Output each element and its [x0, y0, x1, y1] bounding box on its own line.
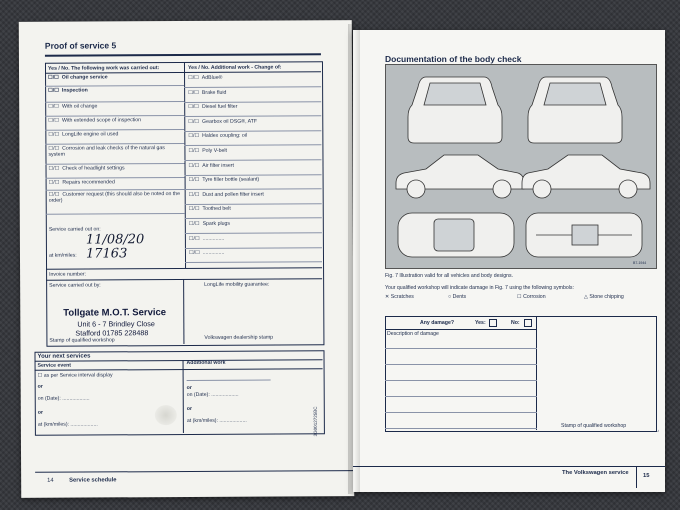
- additional-item-row[interactable]: [188, 162, 233, 168]
- yes-no-checkbox[interactable]: ☐/☐: [188, 191, 200, 198]
- footer-divider: [636, 466, 637, 488]
- at-km-field-2[interactable]: at (km/miles): ...................: [186, 417, 247, 425]
- additional-item-label: Dust and pollen filter insert: [202, 191, 264, 198]
- yes-no-checkbox[interactable]: ☐/☐: [188, 235, 200, 242]
- corner-mark: ⌟: [657, 427, 660, 432]
- work-item-label: Check of headlight settings: [62, 165, 125, 172]
- damage-line: [385, 348, 537, 349]
- right-page: [353, 30, 665, 492]
- additional-item-label: ...............: [202, 249, 225, 257]
- book-spine: [348, 24, 360, 494]
- additional-work-label: Additional work: [186, 359, 226, 367]
- service-on-label: Service carried out on:: [48, 226, 101, 233]
- service-date-handwritten: 11/08/20: [85, 232, 145, 248]
- figure-caption: Fig. 7 Illustration valid for all vehicles and body designs.: [385, 273, 514, 279]
- yes-no-checkbox[interactable]: ☐/☐: [188, 89, 199, 96]
- yes-no-checkbox[interactable]: ☐/☐: [188, 162, 200, 169]
- vw-stamp-label: Volkswagen dealership stamp: [204, 334, 274, 341]
- row-rule: [385, 329, 537, 330]
- additional-item-label: AdBlue®: [201, 74, 223, 81]
- next-services-title: Your next services: [37, 353, 91, 360]
- additional-item-row[interactable]: [188, 133, 247, 139]
- symbol-dents: ○ Dents: [448, 294, 467, 300]
- yes-no-checkbox[interactable]: ☐/☐: [188, 133, 200, 140]
- yes-no-checkbox[interactable]: ☐/☐: [188, 206, 200, 213]
- additional-item-label: Spark plugs: [202, 220, 230, 227]
- service-event-label: Service event: [37, 362, 72, 369]
- additional-item-label: ...............: [202, 235, 225, 242]
- footer-rule: [353, 466, 665, 467]
- additional-item-row[interactable]: [189, 221, 230, 227]
- description-label: Description of damage: [387, 331, 439, 337]
- symbol-scratches: ✕ Scratches: [385, 294, 414, 300]
- yes-no-checkbox[interactable]: ☐/☐: [48, 191, 60, 198]
- additional-item-label: Brake fluid: [201, 89, 227, 96]
- additional-item-label: Diesel fuel filter: [201, 103, 238, 111]
- right-stamp-label: Stamp of qualified workshop: [561, 423, 627, 429]
- work-item-row[interactable]: [49, 179, 183, 186]
- work-item-label: With extended scope of inspection: [62, 117, 142, 124]
- or-label: or: [37, 409, 44, 416]
- yes-no-checkbox[interactable]: ☐/☐: [48, 117, 60, 124]
- work-item-row[interactable]: [49, 165, 183, 172]
- additional-item-label: Gearbox oil DSG®, ATF: [202, 118, 258, 125]
- work-item-label: Customer request (this should also be noted on the order): [48, 191, 181, 204]
- yes-no-checkbox[interactable]: ☐/☐: [188, 177, 200, 184]
- page-title: Documentation of the body check: [385, 54, 522, 64]
- work-item-label: LongLife engine oil used: [62, 131, 119, 138]
- additional-item-row[interactable]: [188, 118, 257, 124]
- on-date-field[interactable]: on (Date): ...................: [37, 395, 90, 402]
- any-damage-label: Any damage?: [420, 320, 455, 326]
- at-km-label: at km/miles:: [48, 252, 77, 259]
- additional-item-row[interactable]: [188, 89, 226, 95]
- or-label: or: [186, 405, 192, 413]
- figure-id: B7-1944: [633, 261, 647, 265]
- yes-no-checkbox[interactable]: ☐/☐: [48, 165, 60, 172]
- stamp-line-3: Stafford 01785 228488: [75, 328, 149, 338]
- longlife-label: LongLife mobility guarantee:: [204, 281, 270, 288]
- footer-title: Service schedule: [69, 477, 117, 484]
- yes-no-checkbox[interactable]: ☐/☐: [188, 118, 200, 125]
- yes-no-checkbox[interactable]: ☐/☐: [48, 103, 59, 110]
- work-item-label: Inspection: [61, 87, 88, 94]
- additional-item-row[interactable]: [189, 206, 231, 212]
- left-page: [19, 20, 354, 498]
- symbol-stone-chipping: △ Stone chipping: [584, 294, 624, 300]
- additional-item-label: Tyre filler bottle (sealant): [202, 176, 260, 184]
- work-item-row[interactable]: [48, 74, 182, 81]
- stamp-line-1: Tollgate M.O.T. Service: [63, 307, 167, 319]
- title-rule: [45, 53, 321, 56]
- symbol-corrosion: ☐ Corrosion: [517, 294, 546, 300]
- yes-no-checkbox[interactable]: ☐/☐: [188, 147, 200, 154]
- damage-line: [385, 380, 537, 381]
- interval-option[interactable]: ☐ as per Service interval display: [37, 372, 113, 379]
- yes-no-checkbox[interactable]: ☐/☐: [188, 74, 199, 81]
- footer-title: The Volkswagen service: [562, 470, 629, 476]
- symbols-intro: Your qualified workshop will indicate damage in Fig. 7 using the following symbols:: [385, 285, 574, 291]
- additional-item-label: Air filter insert: [202, 162, 234, 169]
- footer-page-number: 14: [47, 477, 54, 484]
- or-label: or: [186, 384, 192, 392]
- work-item-row[interactable]: [48, 131, 182, 138]
- work-item-label: Repairs recommended: [62, 179, 115, 186]
- stamp-line-2: Unit 6 - 7 Brindley Close: [77, 319, 155, 329]
- yes-no-checkbox[interactable]: ☐/☐: [188, 250, 200, 257]
- damage-line: [385, 364, 537, 365]
- additional-item-row[interactable]: [188, 75, 222, 81]
- no-checkbox[interactable]: [524, 319, 532, 327]
- additional-item-row[interactable]: [189, 235, 224, 241]
- additional-item-row[interactable]: [188, 148, 227, 154]
- col2-header: Yes / No. Additional work - Change of:: [187, 64, 282, 71]
- work-item-row[interactable]: [48, 103, 182, 110]
- additional-item-row[interactable]: [189, 177, 260, 183]
- yes-no-checkbox[interactable]: ☐/☐: [48, 145, 60, 152]
- body-check-figure: [385, 64, 657, 269]
- km-handwritten: 17163: [85, 246, 128, 262]
- work-item-row[interactable]: [49, 191, 183, 204]
- car-diagram-svg: [386, 65, 656, 268]
- yes-no-checkbox[interactable]: ☐/☐: [48, 74, 59, 81]
- additional-item-row[interactable]: [188, 104, 237, 110]
- additional-item-row[interactable]: [189, 250, 224, 256]
- invoice-label: Invoice number:: [49, 271, 87, 278]
- or-label: or: [37, 383, 43, 390]
- carried-out-by-label: Service carried out by:: [49, 282, 101, 289]
- yes-label: Yes:: [475, 320, 486, 326]
- damage-line: [385, 428, 537, 429]
- work-item-row[interactable]: [48, 87, 182, 94]
- footer-rule: [35, 470, 354, 473]
- col1-header: Yes / No. The following work was carried out:: [47, 65, 160, 72]
- additional-item-label: Haldex coupling: oil: [202, 133, 248, 140]
- yes-no-checkbox[interactable]: ☐/☐: [48, 87, 59, 94]
- work-item-label: Corrosion and leak checks of the natural gas system: [48, 145, 165, 158]
- additional-item-label: Toothed belt: [202, 206, 231, 213]
- stamp-label: Stamp of qualified workshop: [49, 337, 115, 344]
- yes-no-checkbox[interactable]: ☐/☐: [48, 179, 60, 186]
- page-title: Proof of service 5: [44, 40, 117, 51]
- additional-item-row[interactable]: [189, 191, 264, 197]
- yes-no-checkbox[interactable]: ☐/☐: [188, 104, 199, 111]
- work-item-label: Oil change service: [61, 74, 108, 81]
- damage-line: [385, 396, 537, 397]
- footer-page-number: 15: [643, 473, 650, 479]
- yes-no-checkbox[interactable]: ☐/☐: [188, 220, 200, 227]
- work-item-row[interactable]: [48, 117, 182, 124]
- yes-checkbox[interactable]: [489, 319, 497, 327]
- smudge-mark: [155, 405, 177, 425]
- damage-line: [385, 412, 537, 413]
- no-label: No:: [511, 320, 520, 326]
- yes-no-checkbox[interactable]: ☐/☐: [48, 131, 60, 138]
- work-item-row[interactable]: [48, 145, 182, 158]
- side-code: 3G0012725BC: [312, 406, 318, 437]
- on-date-field-2[interactable]: on (Date): ...................: [186, 391, 239, 399]
- work-item-label: With oil change: [61, 103, 98, 110]
- at-km-field[interactable]: at (km/miles): ...................: [37, 421, 98, 428]
- additional-item-label: Poly V-belt: [202, 147, 228, 154]
